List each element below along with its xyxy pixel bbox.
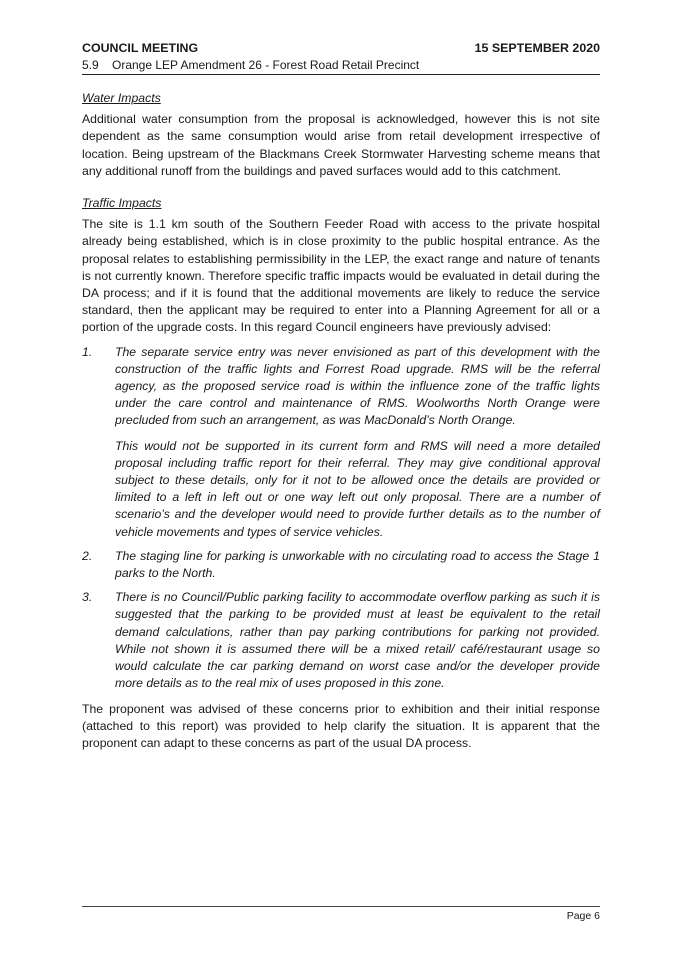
engineer-advice-list (82, 344, 600, 693)
list-item (82, 589, 600, 692)
list-item-text: There is no Council/Public parking facility to accommodate overflow parking as such it is suggested that the parking to be provided must at least be equivalent to the retail demand calculations, rather than pay parking contributions for parking not provided. While not shown it is assumed there will be a mixed retail/ café/restaurant usage so would calculate the car parking demand on worst case and/or the developer provide more details as to the real mix of uses proposed in this zone. (115, 590, 600, 691)
list-marker: 3. (82, 590, 93, 605)
list-item-subtext: This would not be supported in its current form and RMS will need a more detailed proposal including traffic report for their referral. They may give conditional approval subject to these details, only for it not to be allowed once the details are provided or limited to a left in left out or one way left out only proposal. There are a number of scenario’s and the developer would need to provide further details as to the number of vehicle movements and types of service vehicles. (115, 438, 600, 539)
item-number: 5.9 (82, 58, 99, 72)
list-marker: 2. (82, 548, 93, 563)
traffic-impacts-heading: Traffic Impacts (82, 196, 162, 211)
closing-paragraph: The proponent was advised of these concerns prior to exhibition and their initial response (attached to this report) was provided to help clarify the situation. It is apparent that the proponent can adapt to these concerns as part of the usual DA process. (82, 701, 600, 750)
traffic-impacts-paragraph: The site is 1.1 km south of the Southern Feeder Road with access to the private hospital already being established, which is in close proximity to the public hospital entrance. As the proposal relates to establishing permissibility in the LEP, the exact range and nature of tenants is not currently known. Therefore specific traffic impacts would be evaluated in detail during the DA process; and if it is found that the additional movements are likely to reduce the service standard, then the applicant may be required to enter into a Planning Agreement for all or a portion of the upgrade costs. In this regard Council engineers have previously advised: (82, 217, 600, 335)
meeting-title: COUNCIL MEETING (82, 41, 199, 55)
page-number: Page 6 (566, 910, 600, 922)
list-item (82, 344, 600, 541)
list-item-text: The staging line for parking is unworkable with no circulating road to access the Stage 1 parks to the North. (115, 548, 600, 581)
water-impacts-paragraph: Additional water consumption from the proposal is acknowledged, however this is not site dependent as the same consumption would arise from retail development irrespective of location. Being upstream of the Blackmans Creek Stormwater Harvesting scheme means that any additional runoff from the buildings and paved surfaces would add to this catchment. (82, 112, 600, 178)
list-item (82, 548, 600, 582)
list-marker: 1. (82, 344, 93, 359)
footer-divider (82, 906, 600, 907)
document-body (82, 90, 600, 752)
meeting-date: 15 SEPTEMBER 2020 (474, 41, 600, 55)
water-impacts-heading: Water Impacts (82, 91, 161, 105)
list-item-text: The separate service entry was never envisioned as part of this development with the construction of the traffic lights and Forrest Road upgrade. RMS will be the referral agency, as the proposed service road is within the influence zone of the traffic lights under the care control and maintenance of RMS. Woolworths North Orange were precluded from such an arrangement, as was MacDonald’s North Orange. (115, 344, 600, 428)
header-divider (82, 74, 600, 75)
page-header (82, 40, 600, 73)
item-title: Orange LEP Amendment 26 - Forest Road Retail Precinct (112, 58, 420, 72)
